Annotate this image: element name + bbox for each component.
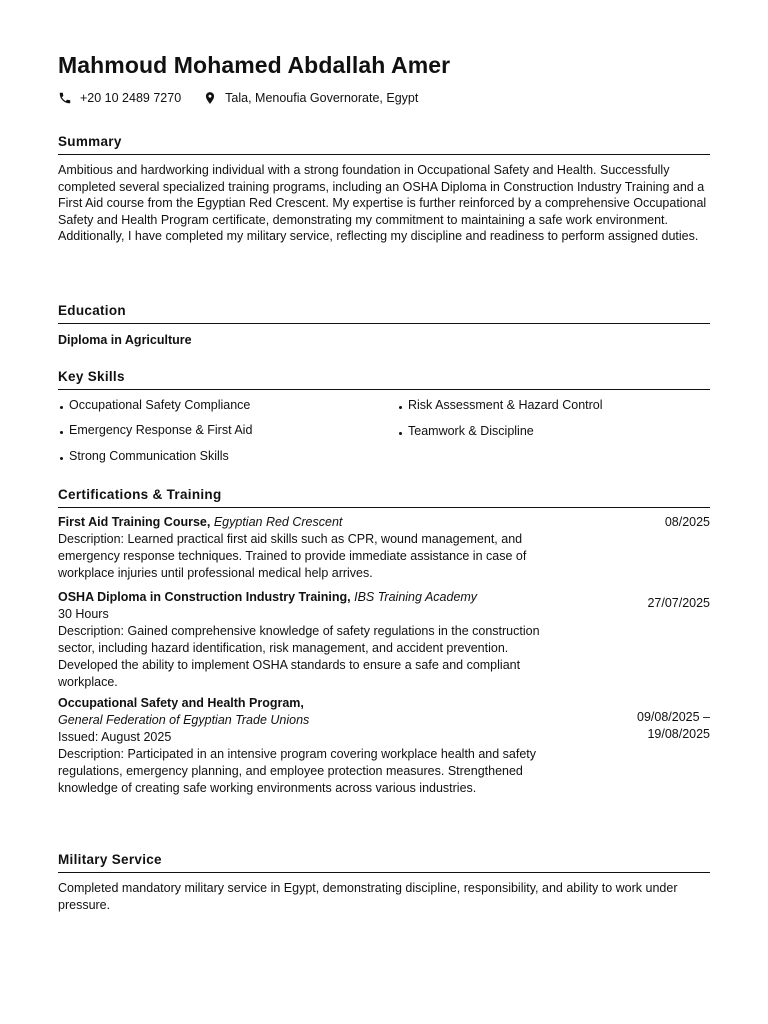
certification-issued: Issued: August 2025 [58,730,172,744]
certifications-heading: Certifications & Training [58,487,222,502]
summary-text [58,162,713,245]
military-heading: Military Service [58,852,162,867]
certification-title-line [58,514,568,531]
certifications-divider [58,507,710,508]
certification-entry [58,514,710,582]
map-pin-icon [203,91,217,105]
skills-heading: Key Skills [58,369,125,384]
bullet-icon [60,431,63,434]
certification-date: 08/2025 [664,515,710,529]
certification-description: Description: Participated in an intensive program covering workplace health and safety regulations, emergency planning, and employee protection measures. Strengthened knowledge of creating safe working environments across various industries. [58,747,537,795]
military-divider [58,872,710,873]
bullet-icon [60,406,63,409]
certification-date: 27/07/2025 [647,596,710,610]
bullet-icon [399,432,402,435]
certification-issuer: Egyptian Red Crescent [213,515,343,529]
military-text: Completed mandatory military service in Egypt, demonstrating discipline, responsibility, and ability to work under pressure. [58,881,678,912]
certification-issuer: General Federation of Egyptian Trade Unions [58,713,310,727]
education-heading: Education [58,303,126,318]
certification-entry [58,589,710,691]
bullet-icon [60,457,63,460]
contact-row [58,90,440,107]
certification-title-line [58,589,568,606]
certification-name: OSHA Diploma in Construction Industry Training, [58,590,351,604]
certification-entry [58,695,710,797]
phone-icon [58,91,72,105]
skill-item: Risk Assessment & Hazard Control [399,397,603,414]
certification-description: Description: Learned practical first aid skills such as CPR, wound management, and emergency response techniques. Trained to provide immediate assistance in case of workplace injuries until professional medical help arrives. [58,532,527,580]
summary-heading: Summary [58,134,122,149]
certification-name: Occupational Safety and Health Program, [58,696,304,710]
certification-hours: 30 Hours [58,607,109,621]
phone-number: +20 10 2489 7270 [80,91,182,105]
phone-item [58,90,181,107]
certification-date-end: 19/08/2025 [647,727,710,741]
skill-item: Occupational Safety Compliance [60,397,250,414]
location-text: Tala, Menoufia Governorate, Egypt [225,91,419,105]
candidate-name: Mahmoud Mohamed Abdallah Amer [58,52,451,78]
certification-date-range [637,709,710,743]
bullet-icon [399,406,402,409]
skill-item: Teamwork & Discipline [399,423,534,440]
certification-name: First Aid Training Course, [58,515,211,529]
summary-paragraph-2: Additionally, I have completed my military service, reflecting my discipline and readiness to perform assigned duties. [58,229,699,243]
skill-item: Strong Communication Skills [60,448,229,465]
summary-divider [58,154,710,155]
summary-paragraph-1: Ambitious and hardworking individual with a strong foundation in Occupational Safety and Health. Successfully completed several specialized training programs, including an OSHA Diploma in Construction Industry Training and a First Aid course from the Egyptian Red Crescent. My expertise is further reinforced by a comprehensive Occupational Safety and Health Program certificate, demonstrating my commitment to maintaining a safe work environment. [58,163,707,227]
certification-date-start: 09/08/2025 – [637,710,710,724]
certification-description: Description: Gained comprehensive knowledge of safety regulations in the construction sector, including hazard identification, risk management, and accident prevention. Developed the ability to implement OSHA standards to ensure a safe and compliant workplace. [58,624,540,689]
education-divider [58,323,710,324]
location-item [203,90,418,107]
skill-item: Emergency Response & First Aid [60,422,252,439]
education-degree: Diploma in Agriculture [58,333,192,347]
certification-issuer: IBS Training Academy [354,590,478,604]
skills-divider [58,389,710,390]
